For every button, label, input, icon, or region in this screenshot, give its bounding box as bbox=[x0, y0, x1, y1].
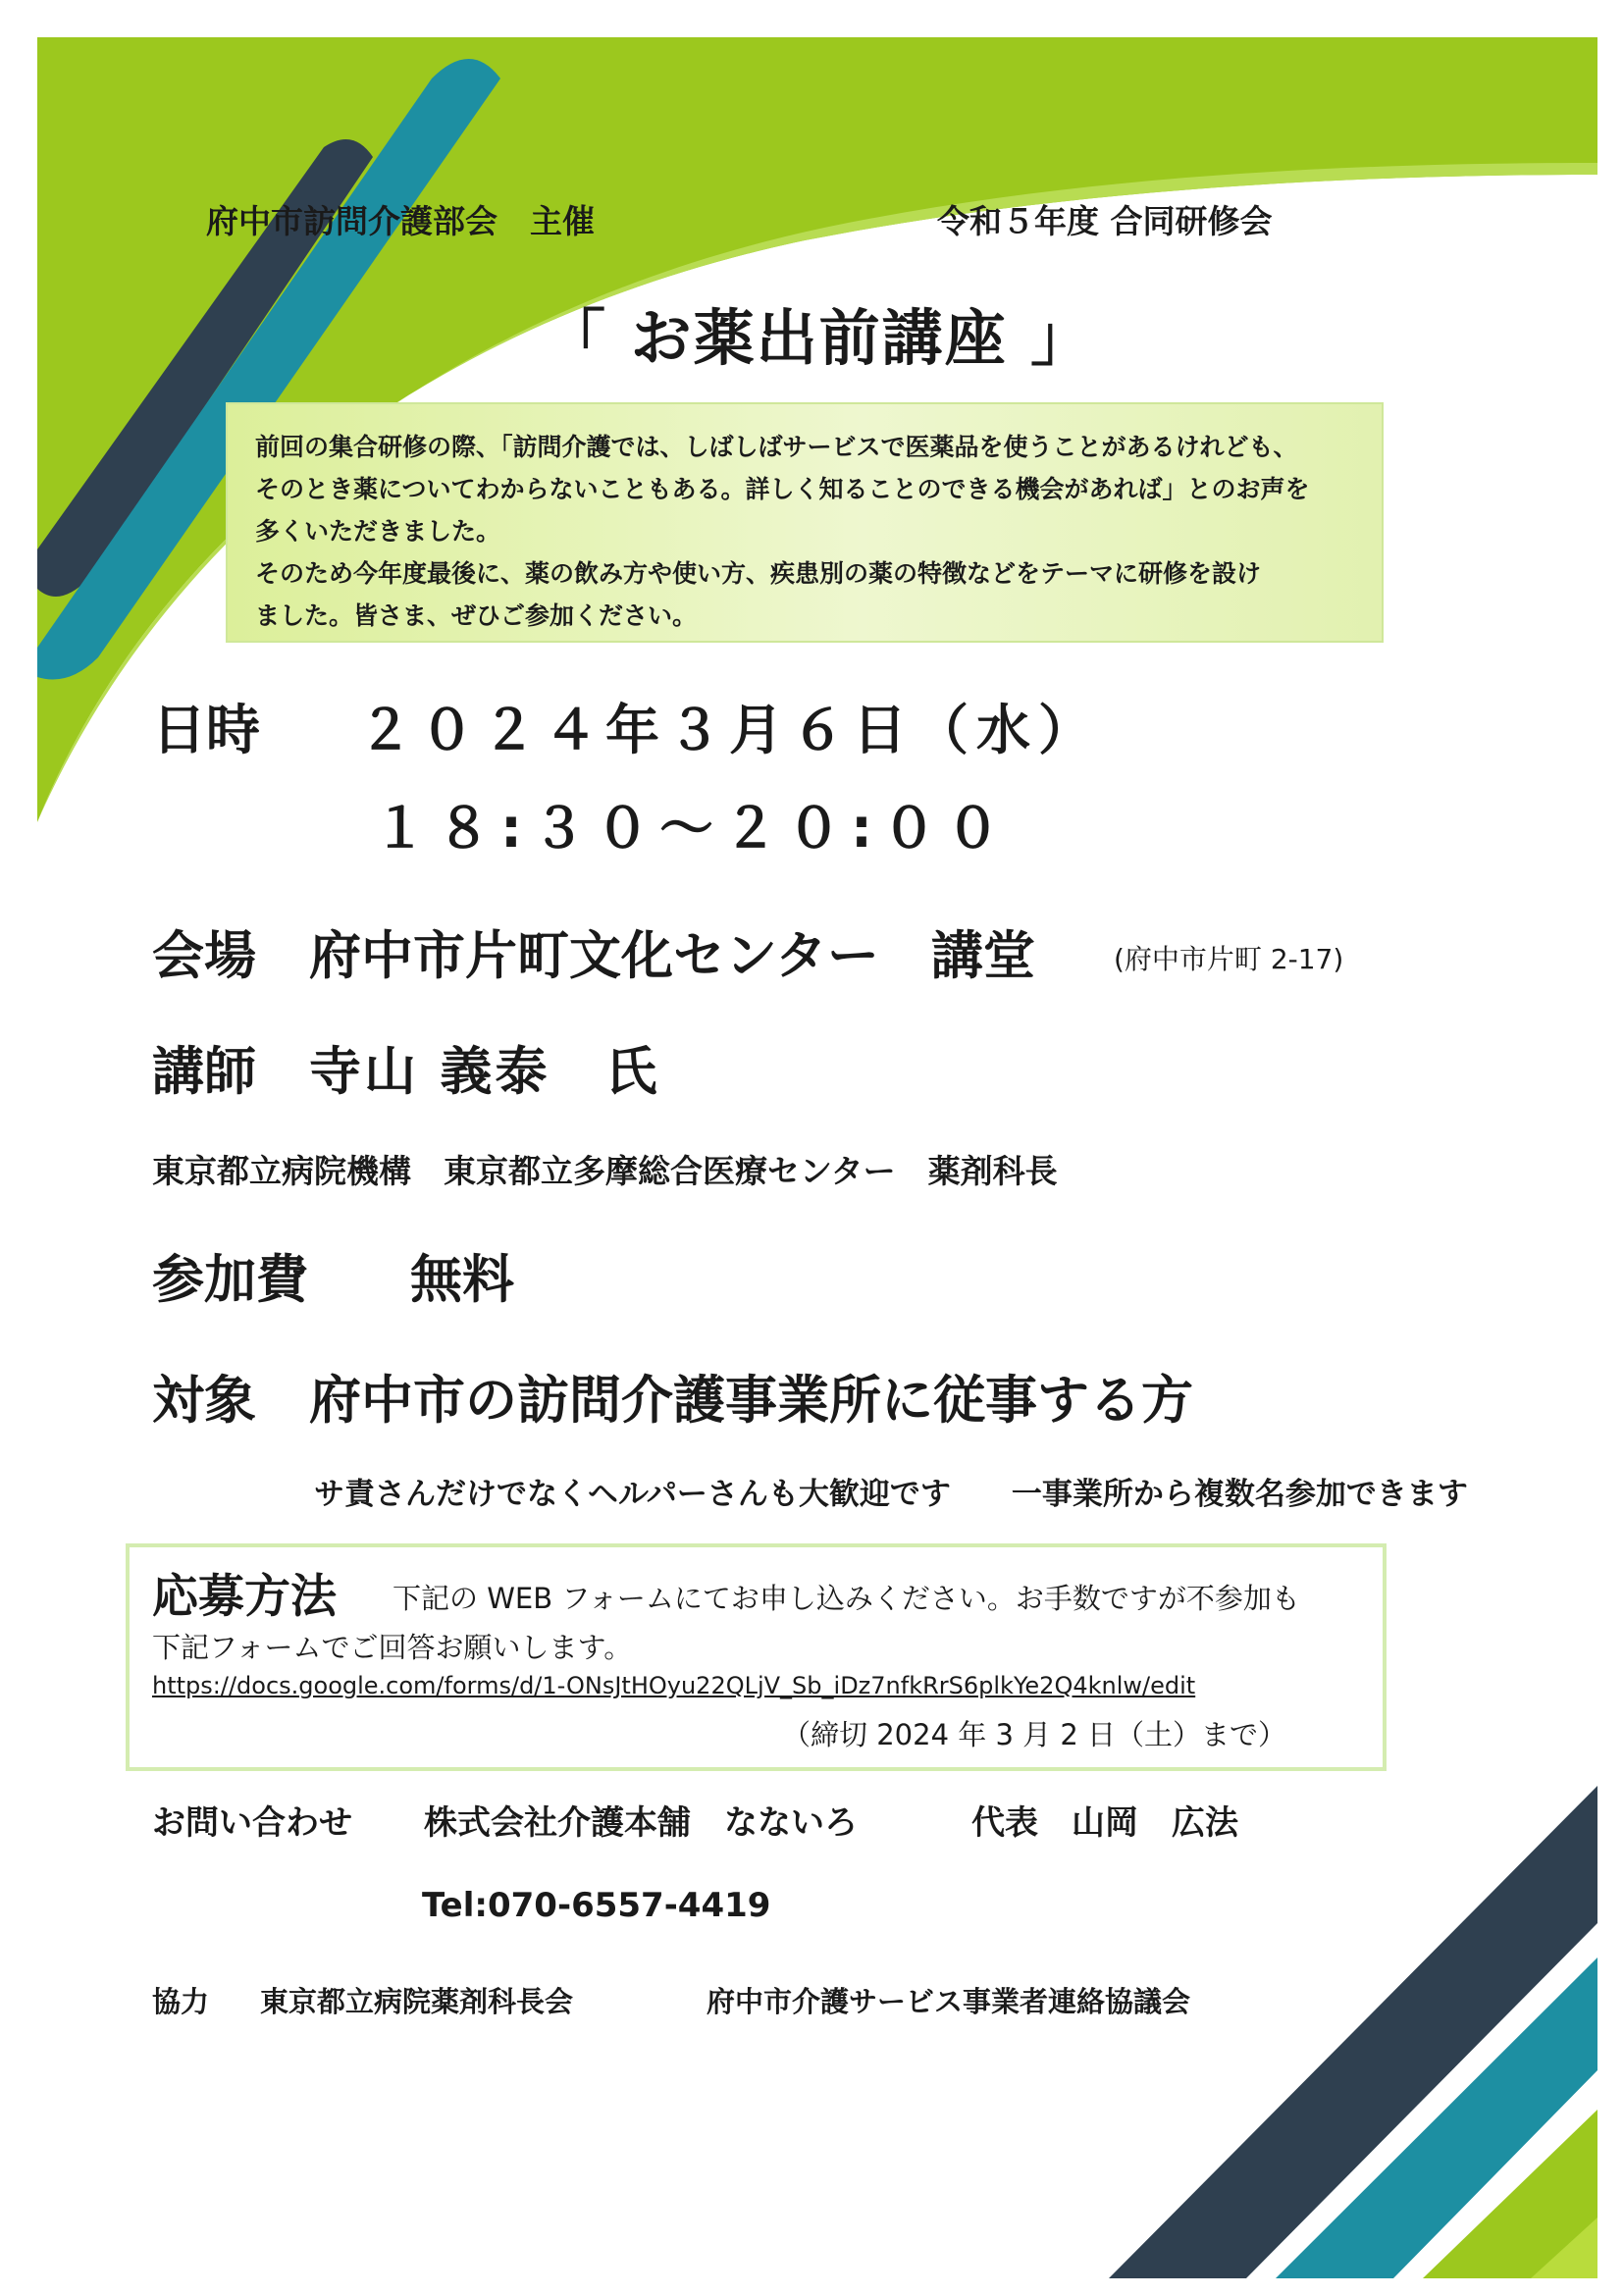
meeting-label: 令和５年度 合同研修会 bbox=[937, 202, 1273, 240]
target-note: サ責さんだけでなくヘルパーさんも大歓迎です 一事業所から複数名参加できます bbox=[314, 1477, 1468, 1512]
intro-line: そのとき薬についてわからないこともある。詳しく知ることのできる機会があれば」とのお声を bbox=[255, 475, 1310, 503]
lecturer-name: 寺山 義泰 氏 bbox=[309, 1042, 660, 1102]
application-text: 下記の WEB フォームにてお申し込みください。お手数ですが不参加も bbox=[393, 1582, 1300, 1615]
fee-value: 無料 bbox=[410, 1250, 514, 1310]
application-form-link[interactable]: https://docs.google.com/forms/d/1-ONsJtHOyu22QLjV_Sb_iDz7nfkRrS6plkYe2Q4knlw/edit bbox=[152, 1672, 1196, 1699]
intro-line: そのため今年度最後に、薬の飲み方や使い方、疾患別の薬の特徴などをテーマに研修を設け bbox=[255, 559, 1262, 588]
page-title: 「 お薬出前講座 」 bbox=[545, 302, 1094, 374]
target-label: 対象 bbox=[152, 1371, 256, 1431]
intro-box bbox=[226, 402, 1384, 643]
lecturer-affiliation: 東京都立病院機構 東京都立多摩総合医療センター 薬剤科長 bbox=[152, 1152, 1058, 1190]
venue-name: 府中市片町文化センター 講堂 bbox=[309, 926, 1035, 986]
contact-representative: 代表 山岡 広法 bbox=[971, 1803, 1238, 1843]
venue-address: (府中市片町 2-17) bbox=[1114, 943, 1344, 975]
target-value: 府中市の訪問介護事業所に従事する方 bbox=[309, 1371, 1193, 1431]
fee-label: 参加費 bbox=[152, 1250, 308, 1310]
intro-line: 多くいただきました。 bbox=[255, 517, 501, 546]
date-label: 日時 bbox=[152, 699, 261, 761]
date-value: ２０２４年３月６日（水） bbox=[358, 699, 1101, 761]
application-title: 応募方法 bbox=[152, 1570, 337, 1624]
cooperation-label: 協力 bbox=[152, 1985, 210, 2018]
application-text: 下記フォームでご回答お願いします。 bbox=[152, 1631, 633, 1664]
lecturer-label: 講師 bbox=[152, 1042, 256, 1102]
venue-label: 会場 bbox=[152, 926, 256, 986]
contact-phone: Tel:070-6557-4419 bbox=[422, 1886, 771, 1925]
time-value: １８:３０～２０:００ bbox=[373, 797, 1010, 860]
cooperation-org: 府中市介護サービス事業者連絡協議会 bbox=[707, 1985, 1191, 2018]
contact-company: 株式会社介護本舗 なないろ bbox=[424, 1803, 858, 1843]
organizer-label: 府中市訪問介護部会 主催 bbox=[206, 202, 595, 240]
intro-line: ました。皆さま、ぜひご参加ください。 bbox=[255, 601, 698, 630]
application-deadline: （締切 2024 年 3 月 2 日（土）まで） bbox=[782, 1718, 1287, 1751]
cooperation-org: 東京都立病院薬剤科長会 bbox=[260, 1985, 574, 2018]
contact-label: お問い合わせ bbox=[152, 1803, 352, 1843]
intro-line: 前回の集合研修の際、「訪問介護では、しばしばサービスで医薬品を使うことがあるけれども、 bbox=[255, 433, 1298, 461]
